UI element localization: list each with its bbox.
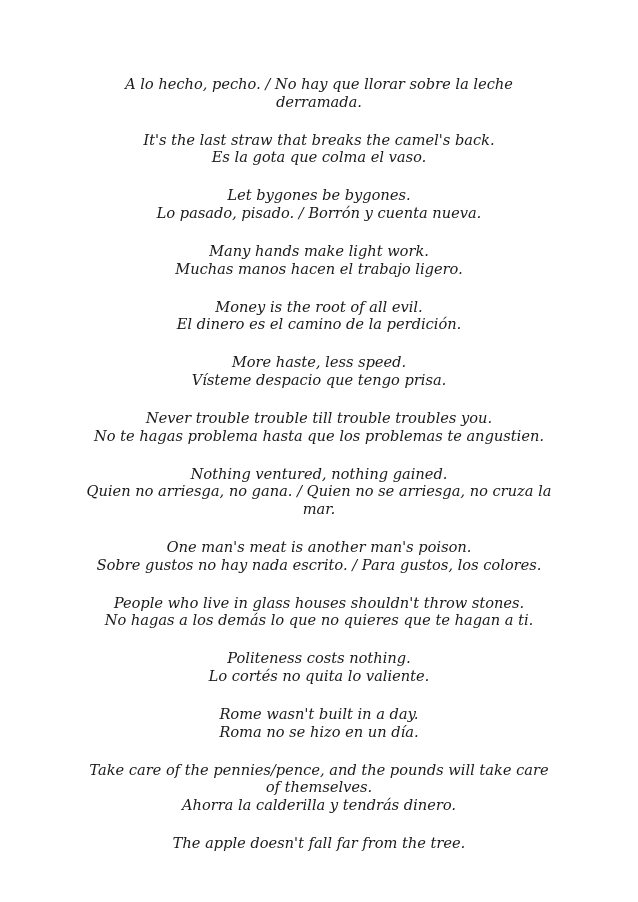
proverb-spanish: Ahorra la calderilla y tendrás dinero. — [182, 797, 456, 815]
proverb-item — [86, 650, 552, 685]
proverb-spanish: Muchas manos hacen el trabajo ligero. — [175, 260, 463, 278]
proverb-item — [86, 243, 552, 278]
proverb-spanish: No te hagas problema hasta que los problemas te angustien. — [93, 427, 545, 445]
proverb-list — [86, 76, 552, 873]
proverb-item — [64, 539, 574, 574]
proverb-item — [86, 835, 552, 853]
proverb-item — [86, 187, 552, 222]
proverb-english: Politeness costs nothing. — [227, 650, 411, 668]
proverb-item — [86, 354, 552, 389]
proverb-item — [86, 706, 552, 741]
proverb-item — [86, 76, 552, 111]
proverb-spanish: Vísteme despacio que tengo prisa. — [191, 372, 447, 390]
proverb-english: Many hands make light work. — [209, 243, 429, 261]
proverb-spanish: Sobre gustos no hay nada escrito. / Para gustos, los colores. — [96, 556, 542, 574]
proverb-item — [64, 410, 574, 445]
proverb-spanish: Lo pasado, pisado. / Borrón y cuenta nueva. — [156, 204, 482, 222]
proverb-english: Let bygones be bygones. — [227, 187, 411, 205]
proverb-item — [86, 762, 552, 815]
proverb-item — [86, 466, 552, 519]
proverb-english: Never trouble trouble till trouble troubles you. — [145, 410, 493, 428]
proverb-english: Take care of the pennies/pence, and the pounds will take care of themselves. — [89, 761, 549, 797]
proverb-item — [86, 299, 552, 334]
proverb-spanish: No hagas a los demás lo que no quieres que te hagan a ti. — [104, 612, 534, 630]
proverb-english: Nothing ventured, nothing gained. — [190, 465, 448, 483]
proverb-english: Rome wasn't built in a day. — [219, 706, 419, 724]
proverb-spanish: Lo cortés no quita lo valiente. — [208, 668, 430, 686]
proverb-item — [64, 595, 574, 630]
proverb-english: It's the last straw that breaks the camel's back. — [143, 131, 495, 149]
proverb-spanish: Roma no se hizo en un día. — [219, 723, 419, 741]
proverb-english: A lo hecho, pecho. / No hay que llorar sobre la leche derramada. — [125, 76, 513, 111]
proverb-english: One man's meat is another man's poison. — [166, 539, 472, 557]
proverb-spanish: Quien no arriesga, no gana. / Quien no se arriesga, no cruza la mar. — [86, 483, 552, 518]
proverb-english: More haste, less speed. — [231, 354, 407, 372]
proverb-spanish: Es la gota que colma el vaso. — [211, 149, 427, 167]
proverb-english: The apple doesn't fall far from the tree. — [172, 835, 466, 853]
proverb-english: Money is the root of all evil. — [215, 298, 423, 316]
proverb-english: People who live in glass houses shouldn't throw stones. — [113, 594, 525, 612]
proverb-spanish: El dinero es el camino de la perdición. — [176, 316, 462, 334]
proverb-item — [86, 132, 552, 167]
